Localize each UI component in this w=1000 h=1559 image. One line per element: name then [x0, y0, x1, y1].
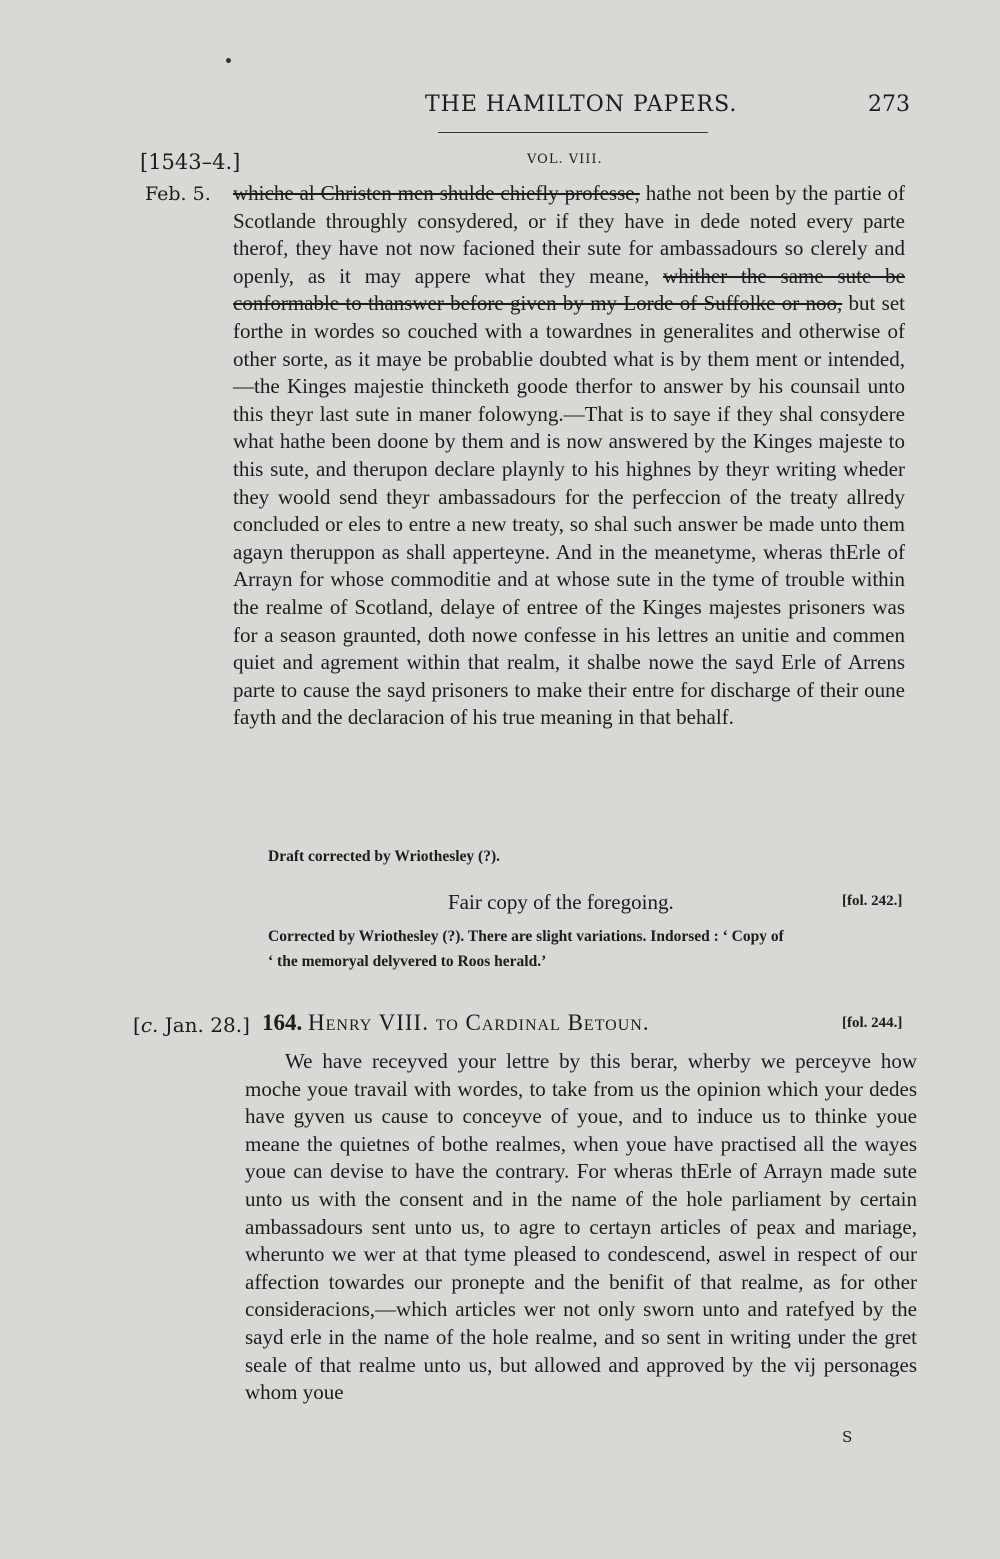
volume-label: VOL. VIII. [527, 152, 603, 167]
running-title: THE HAMILTON PAPERS. [425, 92, 738, 117]
correction-note-line2: ‘ the memoryal delyvered to Roos herald.’ [268, 953, 547, 970]
correction-note-line1: Corrected by Wriothesley (?). There are slight variations. Indorsed : ‘ Copy of [268, 928, 784, 945]
letter-heading [262, 1010, 650, 1036]
folio-reference: [fol. 242.] [842, 893, 903, 909]
entry-body-draft [233, 180, 905, 732]
struck-text: whither the same sute be conformable to thanswer before given by my Lorde of Suffolke or noo, [233, 263, 905, 316]
folio-reference: [fol. 244.] [842, 1015, 903, 1031]
ink-speck [226, 58, 231, 63]
fair-copy-title: Fair copy of the foregoing. [448, 890, 674, 914]
struck-text: whiche al Christen men shulde chiefly professe, [233, 181, 640, 205]
margin-bracket: [ [133, 1013, 141, 1037]
signature-mark: S [842, 1428, 853, 1446]
letter-margin-date [133, 1013, 250, 1037]
circa-mark: c. [140, 1013, 159, 1037]
entry-margin-date: Feb. 5. [145, 183, 211, 205]
body-text: but set forthe in wordes so couched with a towardnes in generalites and otherwise of other sorte, as it maye be probablie doubted what is by them ment or intended,—the Kinges majestie thincketh goode therfor to answer by his counsail unto this theyr last sute in maner folowyng.—That is to saye if they shal consydere what hathe been doone by them and is now answered by the Kinges majeste to this sute, and therupon declare playnly to his highnes by theyr writing wheder they woold send theyr ambassadours for the perfeccion of the treaty allredy concluded or eles to entre a new treaty, so shal such answer be made unto them agayn theruppon as shall apperteyne. And in the meanetyme, wheras thErle of Arrayn for whose commoditie and at whose sute in the tyme of trouble within the realme of Scotland, delaye of entree of the Kinges majestes prisoners was for a season graunted, doth nowe confesse in his lettres an unitie and commen quiet and agrement within that realm, it shalbe nowe the sayd Erle of Arrens parte to cause the sayd prisoners to make their entre for discharge of their oune fayth and the declaracion of his true meaning in that behalf. [233, 291, 905, 730]
date-range: [1543–4.] [140, 150, 241, 174]
letter-body: We have receyved your lettre by this berar, wherby we perceyve how moche youe travail with wordes, to take from us the opinion which your dedes have gyven us cause to conceyve of youe, and to induce us to thinke youe meane the quietnes of bothe realmes, when youe have practised all the wayes youe can devise to have the contrary. For wheras thErle of Arrayn made sute unto us with the consent and in the name of the hole parliament by certain ambassadours sent unto us, to agre to certayn articles of peax and mariage, wherunto we wer at that tyme pleased to condescend, aswel in respect of our affection towardes our pronepte and the benifit of that realme, as for other consideracions,—which articles wer not only sworn unto and ratefyed by the sayd erle in the name of the hole realme, and so sent in writing under the gret seale of that realme unto us, but allowed and approved by the vij personages whom youe [245, 1049, 917, 1405]
letter-title: Henry VIII. to Cardinal Betoun. [308, 1010, 650, 1035]
margin-date-text: Jan. 28.] [158, 1013, 250, 1037]
page-number: 273 [868, 92, 910, 117]
header-rule [438, 132, 708, 133]
draft-note: Draft corrected by Wriothesley (?). [268, 848, 501, 865]
body-text: hathe not been by the partie of Scotlande throughly consydered, or if they have in dede noted every parte therof, they have not now facioned their sute for ambassadours so clerely and openly, as it may appere what they meane, [233, 181, 906, 288]
letter-number: 164. [262, 1010, 303, 1035]
